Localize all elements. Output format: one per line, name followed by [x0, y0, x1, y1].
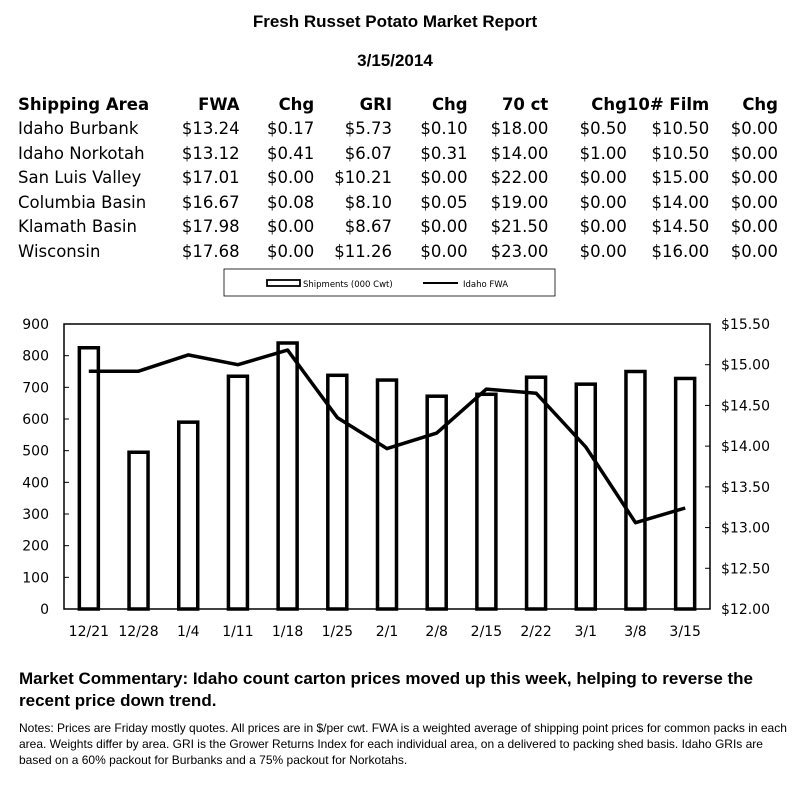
- left-axis: [22, 317, 69, 618]
- right-tick-label: $15.50: [721, 317, 770, 333]
- right-axis: [705, 317, 770, 618]
- area-name-cell: Klamath Basin: [18, 217, 137, 237]
- price-cell: $14.50: [651, 217, 710, 237]
- price-cell: $0.00: [420, 241, 468, 261]
- left-tick-label: 500: [22, 443, 49, 460]
- price-cell: $0.00: [266, 168, 315, 188]
- price-table: [18, 92, 778, 264]
- right-tick-label: $15.00: [721, 357, 770, 374]
- x-tick-label: 1/18: [271, 624, 304, 640]
- table-row: [18, 190, 778, 215]
- price-cell: $11.26: [334, 241, 392, 261]
- col-header-fwa-chg: Chg: [278, 94, 315, 114]
- price-cell: $0.08: [266, 192, 315, 212]
- price-cell: $19.00: [490, 192, 549, 212]
- area-name-cell: Idaho Norkotah: [18, 143, 145, 163]
- right-tick-label: $13.50: [721, 479, 770, 496]
- x-tick-label: 1/11: [222, 624, 254, 640]
- left-tick-label: 400: [22, 475, 49, 492]
- x-tick-label: 2/8: [425, 624, 448, 640]
- market-commentary: Market Commentary: Idaho count carton prices moved up this week, helping to reverse the recent price down trend.: [19, 669, 754, 710]
- left-tick-label: 800: [22, 348, 49, 365]
- x-tick-label: 2/15: [470, 624, 503, 640]
- left-tick-label: 200: [22, 538, 49, 555]
- price-cell: $5.73: [344, 119, 392, 139]
- left-tick-label: 300: [22, 507, 49, 523]
- shipment-bar: [79, 348, 98, 609]
- shipment-bar: [179, 422, 198, 609]
- left-tick-label: 100: [22, 570, 49, 587]
- area-name-cell: Wisconsin: [18, 241, 101, 261]
- price-cell: $0.00: [730, 119, 778, 139]
- price-cell: $0.00: [579, 192, 627, 212]
- price-cell: $0.00: [420, 217, 468, 237]
- col-header-gri: GRI: [359, 94, 392, 114]
- shipment-bar: [129, 452, 148, 609]
- price-cell: $21.50: [490, 217, 549, 237]
- left-tick-label: 700: [22, 380, 49, 397]
- x-tick-label: 3/15: [669, 624, 701, 640]
- price-cell: $10.50: [651, 119, 710, 139]
- col-header-fwa: FWA: [198, 94, 240, 114]
- chart-legend: [224, 269, 555, 296]
- report-title: Fresh Russet Potato Market Report: [252, 12, 538, 31]
- price-cell: $0.00: [730, 192, 778, 212]
- price-cell: $0.10: [420, 119, 468, 139]
- price-cell: $16.00: [651, 241, 710, 261]
- left-tick-label: 600: [22, 412, 49, 428]
- x-tick-label: 12/21: [68, 624, 110, 640]
- left-tick-label: 900: [22, 317, 49, 333]
- area-name-cell: Idaho Burbank: [18, 119, 139, 139]
- shipment-bar: [278, 343, 297, 609]
- x-axis-labels: [69, 624, 701, 640]
- price-cell: $16.67: [181, 192, 240, 212]
- price-cell: $0.00: [730, 217, 778, 237]
- legend-label-shipments: Shipments (000 Cwt): [303, 280, 393, 290]
- shipment-bar: [477, 394, 496, 609]
- price-cell: $23.00: [490, 241, 549, 261]
- right-tick-label: $12.50: [721, 561, 770, 578]
- x-tick-label: 3/1: [574, 624, 598, 640]
- price-cell: $13.12: [181, 143, 240, 163]
- shipment-bar: [527, 377, 546, 609]
- price-cell: $13.24: [181, 119, 240, 139]
- price-cell: $17.68: [181, 241, 240, 261]
- table-row: [18, 141, 778, 166]
- shipment-bar: [626, 372, 645, 610]
- table-row: [18, 215, 778, 240]
- shipment-bar: [228, 376, 247, 609]
- right-tick-label: $14.50: [721, 398, 770, 415]
- price-cell: $15.00: [651, 168, 710, 188]
- x-tick-label: 2/1: [375, 624, 399, 640]
- price-cell: $0.05: [420, 192, 468, 212]
- x-tick-label: 3/8: [624, 624, 647, 640]
- price-cell: $0.00: [579, 168, 627, 188]
- price-cell: $0.41: [266, 143, 315, 163]
- col-header-shipping-area: Shipping Area: [18, 94, 150, 114]
- table-row: [18, 239, 778, 264]
- price-cell: $0.31: [420, 143, 468, 163]
- col-header-70ct: 70 ct: [501, 94, 549, 114]
- right-tick-label: $12.00: [721, 602, 770, 618]
- report-notes: Notes: Prices are Friday mostly quotes. All prices are in $/per cwt. FWA is a weighted average of shipping point prices for common packs in each area. Weights differ by area. GRI is the Grower Returns Index for each individual area, on a delivered to packing shed basis. Idaho GRIs are based on a 60% packout for Burbanks and a 75% packout for Norkotahs.: [19, 721, 787, 767]
- x-tick-label: 1/25: [321, 624, 354, 640]
- price-cell: $1.00: [579, 143, 627, 163]
- x-tick-label: 2/22: [520, 624, 552, 640]
- report-date: 3/15/2014: [357, 51, 433, 70]
- price-cell: $0.00: [730, 143, 778, 163]
- col-header-gri-chg: Chg: [431, 94, 468, 114]
- price-cell: $0.17: [266, 119, 315, 139]
- price-cell: $0.00: [420, 168, 468, 188]
- price-cell: $22.00: [490, 168, 549, 188]
- area-name-cell: Columbia Basin: [18, 192, 147, 212]
- price-cell: $14.00: [490, 143, 549, 163]
- price-cell: $10.50: [651, 143, 710, 163]
- price-cell: $8.10: [344, 192, 392, 212]
- area-name-cell: San Luis Valley: [18, 168, 142, 188]
- shipment-bar: [378, 380, 397, 609]
- legend-bar-swatch: [267, 280, 300, 286]
- price-cell: $14.00: [651, 192, 710, 212]
- price-cell: $8.67: [344, 217, 392, 237]
- price-cell: $0.50: [579, 119, 627, 139]
- legend-label-idaho-fwa: Idaho FWA: [463, 280, 509, 290]
- price-cell: $6.07: [344, 143, 392, 163]
- price-cell: $0.00: [730, 168, 778, 188]
- price-cell: $0.00: [266, 241, 315, 261]
- price-cell: $17.01: [181, 168, 240, 188]
- col-header-70ct-chg: Chg: [591, 94, 627, 114]
- left-tick-label: 0: [40, 602, 49, 618]
- price-cell: $0.00: [730, 241, 778, 261]
- price-cell: $0.00: [266, 217, 315, 237]
- price-cell: $17.98: [181, 217, 240, 237]
- price-cell: $18.00: [490, 119, 549, 139]
- table-row: [18, 166, 778, 191]
- price-cell: $10.21: [334, 168, 392, 188]
- shipments-bars: [79, 343, 694, 609]
- price-cell: $0.00: [579, 241, 627, 261]
- right-tick-label: $13.00: [721, 520, 770, 537]
- table-row: [18, 117, 778, 142]
- col-header-10-film: 10# Film: [626, 94, 710, 114]
- price-cell: $0.00: [579, 217, 627, 237]
- shipment-bar: [676, 378, 695, 609]
- shipments-fwa-chart: [0, 268, 800, 648]
- right-tick-label: $14.00: [721, 439, 770, 456]
- shipment-bar: [576, 384, 595, 609]
- price-table-header: [18, 92, 778, 117]
- x-tick-label: 1/4: [176, 624, 200, 640]
- col-header-10-film-chg: Chg: [742, 94, 778, 114]
- x-tick-label: 12/28: [118, 624, 159, 640]
